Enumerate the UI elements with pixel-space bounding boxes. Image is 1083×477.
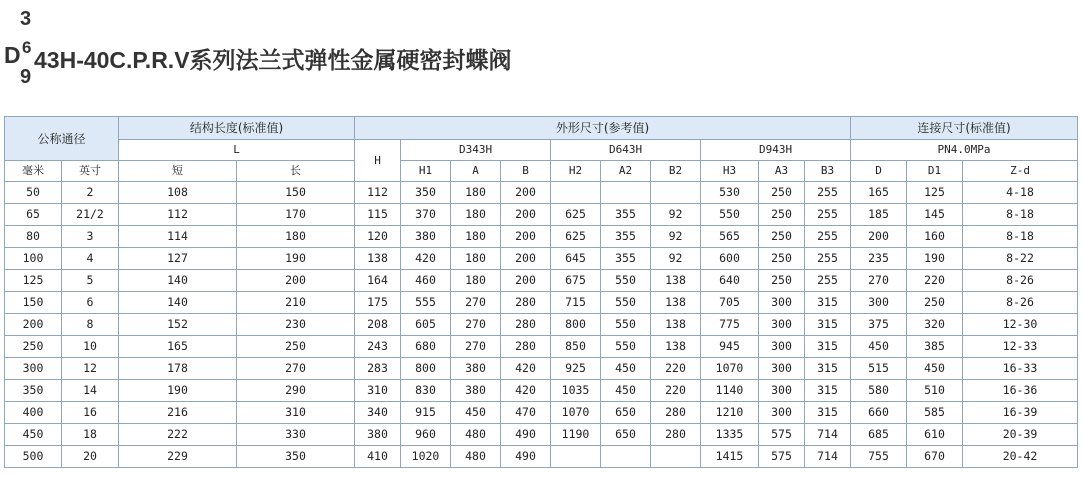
col-b3: B3 xyxy=(805,161,851,182)
table-cell: 150 xyxy=(5,292,62,314)
spec-table-body xyxy=(5,182,1078,468)
table-cell: 670 xyxy=(907,446,963,468)
table-cell: 450 xyxy=(5,424,62,446)
col-a3: A3 xyxy=(759,161,805,182)
col-h1: H1 xyxy=(401,161,451,182)
col-b: B xyxy=(501,161,551,182)
table-cell: 315 xyxy=(805,314,851,336)
table-cell: 480 xyxy=(451,446,501,468)
table-cell: 550 xyxy=(601,270,651,292)
table-cell: 200 xyxy=(501,270,551,292)
table-cell: 280 xyxy=(651,424,701,446)
table-cell: 112 xyxy=(355,182,401,204)
table-cell: 410 xyxy=(355,446,401,468)
table-cell: 222 xyxy=(119,424,237,446)
table-cell: 8-26 xyxy=(963,270,1078,292)
table-cell: 92 xyxy=(651,226,701,248)
table-cell: 1335 xyxy=(701,424,759,446)
col-a2: A2 xyxy=(601,161,651,182)
table-cell: 460 xyxy=(401,270,451,292)
col-short: 短 xyxy=(119,161,237,182)
table-cell: 5 xyxy=(62,270,119,292)
header-nominal: 公称通径 xyxy=(5,117,119,161)
table-cell: 555 xyxy=(401,292,451,314)
table-cell: 145 xyxy=(907,204,963,226)
table-cell: 120 xyxy=(355,226,401,248)
table-cell: 140 xyxy=(119,270,237,292)
table-cell: 300 xyxy=(759,380,805,402)
table-cell: 650 xyxy=(601,402,651,424)
table-cell: 400 xyxy=(5,402,62,424)
table-cell: 190 xyxy=(237,248,355,270)
table-cell: 1070 xyxy=(701,358,759,380)
table-row xyxy=(5,248,1078,270)
table-cell: 300 xyxy=(759,358,805,380)
table-cell: 380 xyxy=(451,358,501,380)
title-main: 43H-40C.P.R.V系列法兰式弹性金属硬密封蝶阀 xyxy=(34,47,512,73)
table-cell: 550 xyxy=(601,292,651,314)
table-row xyxy=(5,182,1078,204)
table-cell: 125 xyxy=(907,182,963,204)
table-cell: 250 xyxy=(5,336,62,358)
table-cell: 178 xyxy=(119,358,237,380)
table-cell: 114 xyxy=(119,226,237,248)
table-cell: 420 xyxy=(401,248,451,270)
table-cell: 380 xyxy=(355,424,401,446)
table-cell: 1020 xyxy=(401,446,451,468)
table-cell: 115 xyxy=(355,204,401,226)
table-cell: 575 xyxy=(759,424,805,446)
table-cell: 280 xyxy=(651,402,701,424)
table-cell: 230 xyxy=(237,314,355,336)
table-cell: 945 xyxy=(701,336,759,358)
table-cell: 1035 xyxy=(551,380,601,402)
table-cell: 255 xyxy=(805,226,851,248)
table-cell: 580 xyxy=(851,380,907,402)
table-cell: 8 xyxy=(62,314,119,336)
table-cell: 310 xyxy=(237,402,355,424)
table-cell: 610 xyxy=(907,424,963,446)
table-cell: 220 xyxy=(651,358,701,380)
table-cell: 300 xyxy=(759,336,805,358)
table-cell xyxy=(651,182,701,204)
table-cell: 100 xyxy=(5,248,62,270)
table-cell: 12-33 xyxy=(963,336,1078,358)
page-title xyxy=(4,6,704,90)
table-cell: 550 xyxy=(601,336,651,358)
table-cell: 1070 xyxy=(551,402,601,424)
table-cell: 160 xyxy=(907,226,963,248)
table-cell: 320 xyxy=(907,314,963,336)
table-cell: 180 xyxy=(451,182,501,204)
table-cell: 355 xyxy=(601,226,651,248)
table-cell: 255 xyxy=(805,182,851,204)
table-cell: 550 xyxy=(601,314,651,336)
table-cell: 315 xyxy=(805,402,851,424)
table-cell: 315 xyxy=(805,358,851,380)
table-cell: 185 xyxy=(851,204,907,226)
table-cell: 380 xyxy=(401,226,451,248)
table-cell: 565 xyxy=(701,226,759,248)
table-cell: 800 xyxy=(401,358,451,380)
table-cell: 16-36 xyxy=(963,380,1078,402)
title-stack-mid: 6 xyxy=(22,38,32,57)
table-cell: 250 xyxy=(759,182,805,204)
title-stack-bottom: 9 xyxy=(20,66,32,88)
table-cell: 714 xyxy=(805,424,851,446)
table-cell: 300 xyxy=(759,292,805,314)
table-cell: 138 xyxy=(651,292,701,314)
table-cell: 8-18 xyxy=(963,226,1078,248)
col-b2: B2 xyxy=(651,161,701,182)
table-cell: 150 xyxy=(237,182,355,204)
table-cell: 16-33 xyxy=(963,358,1078,380)
table-cell: 170 xyxy=(237,204,355,226)
table-cell: 350 xyxy=(5,380,62,402)
table-cell: 255 xyxy=(805,248,851,270)
table-row xyxy=(5,424,1078,446)
header-pn: PN4.0MPa xyxy=(851,140,1078,161)
title-stack-top: 3 xyxy=(20,8,32,30)
table-cell: 1415 xyxy=(701,446,759,468)
table-cell: 605 xyxy=(401,314,451,336)
table-cell: 380 xyxy=(451,380,501,402)
table-cell: 200 xyxy=(851,226,907,248)
table-cell: 500 xyxy=(5,446,62,468)
table-cell: 180 xyxy=(451,248,501,270)
table-cell: 18 xyxy=(62,424,119,446)
table-cell: 250 xyxy=(237,336,355,358)
table-cell: 315 xyxy=(805,380,851,402)
table-cell: 125 xyxy=(5,270,62,292)
table-cell: 8-22 xyxy=(963,248,1078,270)
table-cell: 138 xyxy=(355,248,401,270)
table-cell: 450 xyxy=(601,358,651,380)
table-cell: 138 xyxy=(651,336,701,358)
table-cell: 1190 xyxy=(551,424,601,446)
table-row xyxy=(5,446,1078,468)
table-cell: 140 xyxy=(119,292,237,314)
table-cell: 355 xyxy=(601,204,651,226)
table-cell: 138 xyxy=(651,314,701,336)
table-cell: 625 xyxy=(551,226,601,248)
table-cell: 175 xyxy=(355,292,401,314)
table-cell: 315 xyxy=(805,336,851,358)
table-cell: 510 xyxy=(907,380,963,402)
table-cell: 385 xyxy=(907,336,963,358)
table-cell: 21/2 xyxy=(62,204,119,226)
table-cell: 80 xyxy=(5,226,62,248)
header-conn: 连接尺寸(标准值) xyxy=(851,117,1078,140)
header-d343h: D343H xyxy=(401,140,551,161)
table-cell: 270 xyxy=(451,314,501,336)
table-cell: 210 xyxy=(237,292,355,314)
table-cell: 283 xyxy=(355,358,401,380)
table-cell: 127 xyxy=(119,248,237,270)
table-cell: 640 xyxy=(701,270,759,292)
table-cell: 200 xyxy=(5,314,62,336)
table-cell: 715 xyxy=(551,292,601,314)
table-cell: 20 xyxy=(62,446,119,468)
col-h2: H2 xyxy=(551,161,601,182)
table-cell: 165 xyxy=(119,336,237,358)
table-cell: 530 xyxy=(701,182,759,204)
table-cell: 138 xyxy=(651,270,701,292)
table-cell: 330 xyxy=(237,424,355,446)
table-cell: 92 xyxy=(651,204,701,226)
col-zd: Z-d xyxy=(963,161,1078,182)
table-cell: 450 xyxy=(851,336,907,358)
table-cell: 164 xyxy=(355,270,401,292)
table-cell: 3 xyxy=(62,226,119,248)
table-cell: 16 xyxy=(62,402,119,424)
table-row xyxy=(5,292,1078,314)
table-cell: 220 xyxy=(907,270,963,292)
table-cell xyxy=(601,446,651,468)
table-cell: 200 xyxy=(501,248,551,270)
table-cell: 280 xyxy=(501,314,551,336)
table-cell: 300 xyxy=(851,292,907,314)
table-cell: 270 xyxy=(451,292,501,314)
table-cell: 375 xyxy=(851,314,907,336)
table-row xyxy=(5,336,1078,358)
table-cell: 2 xyxy=(62,182,119,204)
table-cell: 200 xyxy=(501,204,551,226)
table-cell: 660 xyxy=(851,402,907,424)
table-cell: 250 xyxy=(907,292,963,314)
table-cell: 315 xyxy=(805,292,851,314)
table-cell: 250 xyxy=(759,204,805,226)
table-cell: 200 xyxy=(237,270,355,292)
header-h: H xyxy=(355,140,401,182)
table-cell: 12-30 xyxy=(963,314,1078,336)
header-d943h: D943H xyxy=(701,140,851,161)
table-cell: 450 xyxy=(451,402,501,424)
table-cell: 705 xyxy=(701,292,759,314)
table-cell: 755 xyxy=(851,446,907,468)
table-cell: 216 xyxy=(119,402,237,424)
table-cell: 243 xyxy=(355,336,401,358)
table-cell: 1140 xyxy=(701,380,759,402)
table-cell: 300 xyxy=(5,358,62,380)
table-cell: 625 xyxy=(551,204,601,226)
table-cell xyxy=(551,446,601,468)
table-cell: 250 xyxy=(759,248,805,270)
table-cell: 280 xyxy=(501,292,551,314)
table-cell: 650 xyxy=(601,424,651,446)
table-cell: 280 xyxy=(501,336,551,358)
table-cell: 490 xyxy=(501,446,551,468)
table-row xyxy=(5,270,1078,292)
table-cell: 470 xyxy=(501,402,551,424)
table-cell: 6 xyxy=(62,292,119,314)
table-cell: 915 xyxy=(401,402,451,424)
table-row xyxy=(5,314,1078,336)
table-cell: 190 xyxy=(119,380,237,402)
table-cell: 300 xyxy=(759,402,805,424)
table-cell: 515 xyxy=(851,358,907,380)
table-row xyxy=(5,204,1078,226)
table-cell: 925 xyxy=(551,358,601,380)
table-cell: 830 xyxy=(401,380,451,402)
table-cell: 65 xyxy=(5,204,62,226)
table-cell: 200 xyxy=(501,226,551,248)
table-cell: 229 xyxy=(119,446,237,468)
table-row xyxy=(5,358,1078,380)
table-cell: 340 xyxy=(355,402,401,424)
table-cell xyxy=(601,182,651,204)
table-cell: 180 xyxy=(451,270,501,292)
table-cell: 200 xyxy=(501,182,551,204)
table-cell: 850 xyxy=(551,336,601,358)
col-d: D xyxy=(851,161,907,182)
col-inch: 英寸 xyxy=(62,161,119,182)
table-cell: 370 xyxy=(401,204,451,226)
table-cell: 270 xyxy=(851,270,907,292)
header-l: L xyxy=(119,140,355,161)
table-cell: 420 xyxy=(501,358,551,380)
table-cell: 255 xyxy=(805,204,851,226)
table-cell: 8-18 xyxy=(963,204,1078,226)
table-cell: 255 xyxy=(805,270,851,292)
table-cell: 480 xyxy=(451,424,501,446)
spec-table xyxy=(4,116,1078,468)
table-cell: 20-42 xyxy=(963,446,1078,468)
table-cell: 775 xyxy=(701,314,759,336)
table-cell: 1210 xyxy=(701,402,759,424)
table-cell: 180 xyxy=(451,226,501,248)
table-cell: 20-39 xyxy=(963,424,1078,446)
table-cell: 350 xyxy=(401,182,451,204)
table-cell: 290 xyxy=(237,380,355,402)
table-cell: 8-26 xyxy=(963,292,1078,314)
table-cell: 600 xyxy=(701,248,759,270)
table-cell: 350 xyxy=(237,446,355,468)
table-cell: 108 xyxy=(119,182,237,204)
table-cell: 16-39 xyxy=(963,402,1078,424)
table-cell: 310 xyxy=(355,380,401,402)
table-cell: 250 xyxy=(759,226,805,248)
table-cell: 12 xyxy=(62,358,119,380)
table-cell: 220 xyxy=(651,380,701,402)
table-row xyxy=(5,402,1078,424)
table-cell: 645 xyxy=(551,248,601,270)
table-cell: 270 xyxy=(451,336,501,358)
table-cell: 92 xyxy=(651,248,701,270)
table-cell: 180 xyxy=(237,226,355,248)
table-cell: 250 xyxy=(759,270,805,292)
table-cell: 450 xyxy=(907,358,963,380)
table-cell: 112 xyxy=(119,204,237,226)
table-cell: 575 xyxy=(759,446,805,468)
table-cell xyxy=(551,182,601,204)
title-prefix: D xyxy=(4,42,21,68)
table-cell: 165 xyxy=(851,182,907,204)
table-cell: 450 xyxy=(601,380,651,402)
table-row xyxy=(5,380,1078,402)
table-cell: 152 xyxy=(119,314,237,336)
table-cell: 270 xyxy=(237,358,355,380)
table-cell: 585 xyxy=(907,402,963,424)
table-cell: 714 xyxy=(805,446,851,468)
header-dims: 外形尺寸(参考值) xyxy=(355,117,851,140)
table-cell: 50 xyxy=(5,182,62,204)
table-cell: 4-18 xyxy=(963,182,1078,204)
header-length: 结构长度(标准值) xyxy=(119,117,355,140)
table-cell: 550 xyxy=(701,204,759,226)
table-cell: 490 xyxy=(501,424,551,446)
col-h3: H3 xyxy=(701,161,759,182)
table-cell: 675 xyxy=(551,270,601,292)
table-cell: 235 xyxy=(851,248,907,270)
table-cell: 4 xyxy=(62,248,119,270)
col-a: A xyxy=(451,161,501,182)
col-long: 长 xyxy=(237,161,355,182)
table-cell: 420 xyxy=(501,380,551,402)
col-mm: 毫米 xyxy=(5,161,62,182)
table-cell: 800 xyxy=(551,314,601,336)
table-cell: 208 xyxy=(355,314,401,336)
table-cell: 685 xyxy=(851,424,907,446)
header-d643h: D643H xyxy=(551,140,701,161)
table-cell xyxy=(651,446,701,468)
table-cell: 14 xyxy=(62,380,119,402)
table-cell: 180 xyxy=(451,204,501,226)
table-cell: 190 xyxy=(907,248,963,270)
table-cell: 960 xyxy=(401,424,451,446)
table-cell: 680 xyxy=(401,336,451,358)
table-cell: 10 xyxy=(62,336,119,358)
table-cell: 355 xyxy=(601,248,651,270)
table-row xyxy=(5,226,1078,248)
table-cell: 300 xyxy=(759,314,805,336)
col-d1: D1 xyxy=(907,161,963,182)
